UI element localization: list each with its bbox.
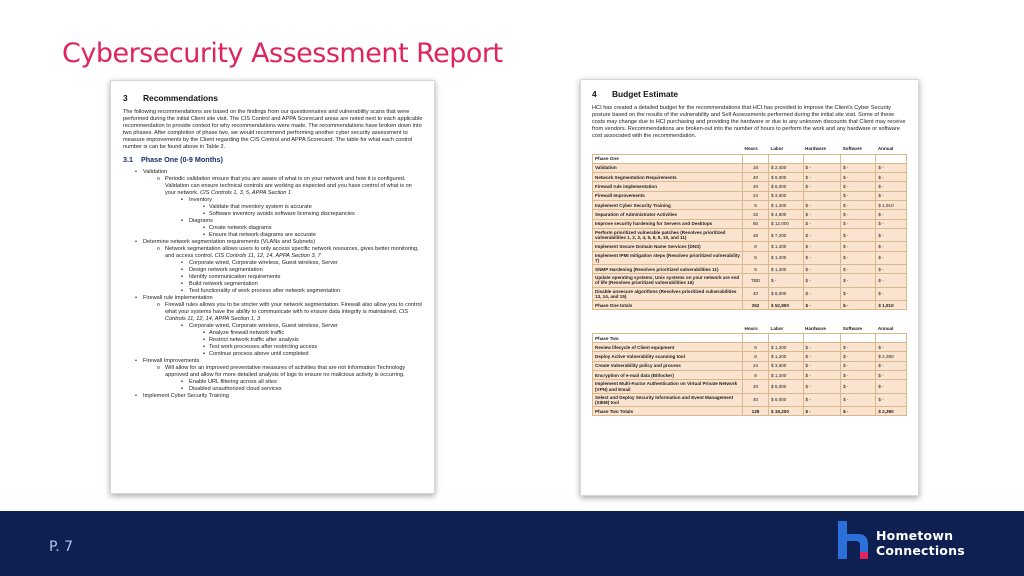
value-cell: $ 6,000: [769, 380, 803, 393]
value-cell: $ -: [876, 361, 907, 370]
value-cell: 8: [743, 343, 769, 352]
bullet-icon: ▪: [181, 379, 183, 385]
header-blank: [593, 323, 743, 333]
recommendation-text: Analyze firewall network traffic: [209, 330, 285, 336]
recommendation-item: [123, 197, 424, 204]
value-cell: $ -: [803, 173, 841, 182]
item-cell: Validation: [593, 163, 743, 172]
recommendation-item: [123, 365, 424, 379]
recommendation-item: [123, 393, 424, 400]
recommendation-item: [123, 330, 424, 337]
bullet-icon: o: [157, 246, 160, 252]
bullet-icon: •: [135, 295, 137, 301]
header-blank: [593, 144, 743, 154]
empty-cell: [841, 154, 876, 163]
value-cell: $ -: [841, 228, 876, 241]
item-cell: Improve security hardening for Servers and Desktops: [593, 219, 743, 228]
recommendation-text: Will allow for an improved preventative measures of activities that are not Information Technology approved and allow for more detailed analysis of logs to ensure no malicious activity is occurring.: [165, 365, 406, 378]
bullet-icon: o: [157, 302, 160, 308]
recommendation-item: [123, 211, 424, 218]
table-row: [593, 287, 907, 300]
recommendation-item: [123, 379, 424, 386]
phase-label-row: [593, 333, 907, 342]
value-cell: $ -: [803, 242, 841, 251]
empty-cell: [841, 333, 876, 342]
value-cell: $ 1,200: [769, 371, 803, 380]
value-cell: $ -: [876, 228, 907, 241]
value-cell: $ -: [803, 264, 841, 273]
value-cell: $ -: [803, 393, 841, 406]
recommendation-text: Firewall Improvements: [143, 358, 200, 364]
column-header: Annual: [876, 144, 907, 154]
recommendation-text: Firewall rules allows you to be stricter with your network segmentation. Firewall also allow you to control what your systems have the ability to communicate with to ensure data integrity is maintained.: [165, 302, 422, 315]
value-cell: $ -: [876, 393, 907, 406]
value-cell: [803, 191, 841, 200]
item-cell: Encryption of e-mail data (Bitlocker): [593, 371, 743, 380]
value-cell: 40: [743, 287, 769, 300]
value-cell: $ -: [841, 380, 876, 393]
value-cell: $ 1,200: [769, 251, 803, 264]
bullet-icon: ▪: [203, 337, 205, 343]
value-cell: $ -: [841, 352, 876, 361]
value-cell: $ -: [803, 361, 841, 370]
recommendation-text: Test work processes after restricting access: [209, 344, 318, 350]
item-cell: Phase One totals: [593, 301, 743, 310]
empty-cell: [876, 154, 907, 163]
item-cell: Network Segmentation Requirements: [593, 173, 743, 182]
value-cell: $ -: [841, 210, 876, 219]
item-cell: Implement Multi-Factor Authentication on Virtual Private Network (VPN) and Email: [593, 380, 743, 393]
value-cell: $ -: [876, 251, 907, 264]
value-cell: $ -: [803, 251, 841, 264]
intro-paragraph: The following recommendations are based on the findings from our questionnaires and vulnerability scans that were performed during the initial Client site visit. The CIS Control and APPA Scorecard areas are noted next to each applicable recommendation to provide context for why recommendations were made. The recommendations have broken down into two phases. After completion of phase two, we would recommend performing another cyber security assessment to measure improvements by the Client regarding the CIS Control and APPA Scorecard. The table for what each control number is can be found above in Table 2.: [123, 109, 423, 150]
slide-title: Cybersecurity Assessment Report: [62, 38, 503, 69]
value-cell: $ -: [876, 264, 907, 273]
recommendation-text: Identify communication requirements: [189, 274, 281, 280]
table-row: [593, 343, 907, 352]
recommendation-item: [123, 239, 424, 246]
value-cell: $ 6,000: [769, 182, 803, 191]
recommendation-item: [123, 358, 424, 365]
column-header: Hours: [743, 144, 769, 154]
value-cell: $ 1,200: [769, 352, 803, 361]
value-cell: $ -: [841, 393, 876, 406]
value-cell: $ 6,000: [769, 287, 803, 300]
item-cell: Disable unsecure algorithms (Resolves prioritized vulnerabilities 13, 14, and 15): [593, 287, 743, 300]
table-row: [593, 361, 907, 370]
recommendation-text: Implement Cyber Security Training: [143, 393, 229, 399]
recommendation-text: Diagrams: [189, 218, 213, 224]
table-header-row: [593, 323, 907, 333]
value-cell: $ -: [841, 182, 876, 191]
value-cell: $ -: [876, 274, 907, 287]
item-cell: Phase Two Totals: [593, 407, 743, 416]
value-cell: $ 1,200: [769, 343, 803, 352]
item-cell: Implement Secure Domain Name Services (DNS): [593, 242, 743, 251]
recommendation-text: Disabled unauthorized cloud services: [189, 386, 282, 392]
recommendation-text: Build network segmentation: [189, 281, 258, 287]
value-cell: $ -: [803, 343, 841, 352]
recommendation-item: [123, 323, 424, 330]
item-cell: Implement IPMI mitigation steps (Resolves prioritized vulnerability 7): [593, 251, 743, 264]
recommendation-item: [123, 274, 424, 281]
bullet-icon: ▪: [181, 288, 183, 294]
column-header: Annual: [876, 323, 907, 333]
value-cell: 8: [743, 371, 769, 380]
subsection-number: 3.1: [123, 155, 133, 164]
column-header: Labor: [769, 144, 803, 154]
table-row: [593, 264, 907, 273]
bullet-icon: ▪: [203, 351, 205, 357]
value-cell: $ -: [876, 287, 907, 300]
value-cell: $ -: [803, 228, 841, 241]
value-cell: $ -: [876, 210, 907, 219]
section-heading: [592, 89, 907, 99]
value-cell: $ -: [803, 352, 841, 361]
value-cell: $ 3,600: [769, 361, 803, 370]
bullet-icon: ▪: [203, 204, 205, 210]
bullet-icon: ▪: [203, 344, 205, 350]
value-cell: $ -: [876, 371, 907, 380]
value-cell: $ -: [841, 163, 876, 172]
recommendation-item: [123, 232, 424, 239]
table-row: [593, 274, 907, 287]
table-row: [593, 200, 907, 209]
item-cell: Separation of Administrator Activities: [593, 210, 743, 219]
phase-label: Phase One: [593, 154, 743, 163]
bullet-icon: ▪: [181, 386, 183, 392]
value-cell: $ -: [803, 380, 841, 393]
column-header: Hours: [743, 323, 769, 333]
table-row: [593, 210, 907, 219]
value-cell: $ 12,000: [769, 219, 803, 228]
logo-line-1: Hometown: [876, 528, 954, 543]
bullet-icon: •: [135, 358, 137, 364]
table-row: [593, 352, 907, 361]
value-cell: $ -: [803, 210, 841, 219]
empty-cell: [769, 154, 803, 163]
value-cell: $ -: [841, 301, 876, 310]
value-cell: $ 1,910: [876, 200, 907, 209]
recommendation-text: Restrict network traffic after analysis: [209, 337, 299, 343]
recommendation-text: Validation: [143, 169, 168, 175]
value-cell: $ -: [841, 264, 876, 273]
value-cell: $ -: [803, 219, 841, 228]
value-cell: $ 1,200: [769, 200, 803, 209]
value-cell: 352: [743, 301, 769, 310]
table-row: [593, 219, 907, 228]
item-cell: Perform prioritized vulnerable patches (Resolves prioritized vulnerabilities 1, 2, 3, 4, 5, 6, 9, 10, and 11): [593, 228, 743, 241]
table-row: [593, 191, 907, 200]
value-cell: 80: [743, 219, 769, 228]
recommendation-text: Determine network segmentation requirements (VLANs and Subnets): [143, 239, 315, 245]
table-row: [593, 242, 907, 251]
value-cell: $ -: [841, 371, 876, 380]
recommendation-item: [123, 204, 424, 211]
value-cell: 24: [743, 361, 769, 370]
column-header: Hardware: [803, 323, 841, 333]
value-cell: 40: [743, 173, 769, 182]
recommendation-item: [123, 386, 424, 393]
bullet-icon: ▪: [181, 267, 183, 273]
item-cell: Firewall Improvements: [593, 191, 743, 200]
total-row: [593, 301, 907, 310]
section-title: Recommendations: [143, 93, 218, 103]
bullet-icon: ▪: [181, 218, 183, 224]
value-cell: 8: [743, 200, 769, 209]
bullet-icon: ▪: [203, 225, 205, 231]
recommendation-text: Software inventory avoids software licensing discrepancies: [209, 211, 355, 217]
control-reference: CIS Controls 11, 12, 14, APPA Section 3, 7: [214, 253, 321, 259]
value-cell: $ -: [803, 163, 841, 172]
section-title: Budget Estimate: [612, 89, 679, 99]
value-cell: $ 7,200: [769, 228, 803, 241]
item-cell: Select and Deploy Security Information and Event Management (SIEM) tool: [593, 393, 743, 406]
recommendation-text: Create network diagrams: [209, 225, 272, 231]
recommendations-page: [110, 80, 435, 494]
recommendation-text: Inventory: [189, 197, 213, 203]
recommendation-text: Validate that inventory system is accurate: [209, 204, 312, 210]
value-cell: $ 1,200: [769, 242, 803, 251]
table-header-row: [593, 144, 907, 154]
budget-table-phase-two: [592, 323, 907, 416]
recommendation-item: [123, 218, 424, 225]
item-cell: Review lifecycle of Client equipment: [593, 343, 743, 352]
control-reference: CIS Controls 11, 12, 14, APPA Section 1, 3: [165, 309, 409, 322]
recommendation-text: Ensure that network diagrams are accurate: [209, 232, 316, 238]
value-cell: $ -: [803, 407, 841, 416]
value-cell: 16: [743, 163, 769, 172]
recommendation-item: [123, 176, 424, 197]
value-cell: 40: [743, 182, 769, 191]
value-cell: $ -: [769, 274, 803, 287]
recommendation-item: [123, 267, 424, 274]
column-header: Labor: [769, 323, 803, 333]
recommendation-text: Enable URL filtering across all sites: [189, 379, 277, 385]
bullet-icon: •: [135, 169, 137, 175]
recommendation-item: [123, 225, 424, 232]
value-cell: $ -: [803, 182, 841, 191]
value-cell: $ -: [841, 242, 876, 251]
recommendation-item: [123, 288, 424, 295]
phase-label-row: [593, 154, 907, 163]
value-cell: $ -: [803, 301, 841, 310]
recommendation-text: Test functionality of work process after network segmentation: [189, 288, 341, 294]
control-reference: CIS Controls 1, 3, 5, APPA Section 1: [200, 190, 292, 196]
value-cell: $ 2,390: [876, 407, 907, 416]
value-cell: $ -: [841, 200, 876, 209]
section-number: 4: [592, 89, 597, 99]
table-row: [593, 182, 907, 191]
value-cell: 32: [743, 210, 769, 219]
value-cell: 24: [743, 191, 769, 200]
value-cell: 8: [743, 352, 769, 361]
value-cell: $ -: [841, 287, 876, 300]
empty-cell: [803, 154, 841, 163]
value-cell: $ -: [803, 371, 841, 380]
value-cell: 40: [743, 380, 769, 393]
recommendation-text: Firewall rule implementation: [143, 295, 213, 301]
value-cell: $ -: [876, 182, 907, 191]
table-row: [593, 228, 907, 241]
value-cell: $ -: [876, 173, 907, 182]
recommendation-text: Design network segmentation: [189, 267, 263, 273]
value-cell: TBD: [743, 274, 769, 287]
bullet-icon: ▪: [203, 232, 205, 238]
total-row: [593, 407, 907, 416]
value-cell: $ -: [841, 361, 876, 370]
value-cell: $ 3,600: [769, 191, 803, 200]
logo-line-2: Connections: [876, 543, 965, 558]
value-cell: $ -: [876, 219, 907, 228]
value-cell: $ -: [841, 219, 876, 228]
value-cell: $ -: [841, 407, 876, 416]
subsection-title: Phase One (0-9 Months): [141, 155, 223, 164]
recommendation-text: Periodic validation ensure that you are aware of what is on your network and how it is configured. Validation can ensure technical controls are working as expected and you have control of what is on your network.: [165, 176, 412, 196]
empty-cell: [803, 333, 841, 342]
bullet-icon: ▪: [181, 260, 183, 266]
recommendation-item: [123, 246, 424, 260]
recommendation-text: Corporate wired, Corporate wireless, Guest wireless, Server: [189, 260, 338, 266]
budget-table-phase-one: [592, 144, 907, 310]
value-cell: $ 1,910: [876, 301, 907, 310]
recommendation-item: [123, 337, 424, 344]
subsection-heading: [123, 155, 424, 164]
budget-page: [580, 79, 919, 496]
item-cell: Deploy Active Vulnerability scanning tool: [593, 352, 743, 361]
value-cell: 8: [743, 251, 769, 264]
table-row: [593, 393, 907, 406]
bullet-icon: ▪: [181, 323, 183, 329]
table-row: [593, 173, 907, 182]
value-cell: 128: [743, 407, 769, 416]
recommendation-item: [123, 344, 424, 351]
value-cell: $ -: [876, 191, 907, 200]
item-cell: Implement Cyber Security Training: [593, 200, 743, 209]
value-cell: $ -: [841, 274, 876, 287]
value-cell: $ -: [841, 251, 876, 264]
value-cell: 48: [743, 228, 769, 241]
phase-label: Phase Two: [593, 333, 743, 342]
table-row: [593, 371, 907, 380]
intro-paragraph: HCI has created a detailed budget for the recommendations that HCI has provided to improve the Client's Cyber Security posture based on the results of the vulnerability and Self Assessments performed during the initial site visit. Some of these costs may change due to HCI purchasing and providing the hardware or due to any unknown discounts that Client may receive from vendors. Recommendations are broken-out into the number of hours to perform the work and any hardware or software cost associated with the recommendation.: [592, 105, 906, 139]
recommendation-item: [123, 302, 424, 323]
item-cell: SNMP Hardening (Resolves prioritized vulnerabilities 11): [593, 264, 743, 273]
recommendation-item: [123, 295, 424, 302]
value-cell: $ -: [841, 173, 876, 182]
bullet-icon: ▪: [203, 211, 205, 217]
item-cell: Firewall rule implementation: [593, 182, 743, 191]
value-cell: $ 2,390: [876, 352, 907, 361]
value-cell: $ -: [876, 343, 907, 352]
table-row: [593, 251, 907, 264]
recommendation-text: Corporate wired, Corporate wireless, Guest wireless, Server: [189, 323, 338, 329]
recommendation-item: [123, 351, 424, 358]
bullet-icon: o: [157, 365, 160, 371]
recommendation-item: [123, 260, 424, 267]
table-row: [593, 380, 907, 393]
value-cell: $ 52,800: [769, 301, 803, 310]
empty-cell: [876, 333, 907, 342]
value-cell: $ -: [876, 163, 907, 172]
item-cell: Create Vulnerability policy and process: [593, 361, 743, 370]
value-cell: $ -: [876, 242, 907, 251]
recommendation-item: [123, 281, 424, 288]
value-cell: $ 1,200: [769, 264, 803, 273]
value-cell: 8: [743, 242, 769, 251]
table-row: [593, 163, 907, 172]
value-cell: $ 6,000: [769, 173, 803, 182]
column-header: Software: [841, 323, 876, 333]
section-number: 3: [123, 93, 128, 103]
value-cell: $ -: [841, 343, 876, 352]
value-cell: $ 2,400: [769, 163, 803, 172]
value-cell: 8: [743, 264, 769, 273]
column-header: Software: [841, 144, 876, 154]
column-header: Hardware: [803, 144, 841, 154]
value-cell: $ -: [803, 200, 841, 209]
bullet-icon: •: [135, 239, 137, 245]
recommendation-text: Continue process above until completed: [209, 351, 309, 357]
recommendation-text: Network segmentation allows users to only access specific network resources, gives better monitoring, and access control.: [165, 246, 419, 259]
bullet-icon: ▪: [181, 197, 183, 203]
value-cell: $ -: [841, 191, 876, 200]
bullet-icon: ▪: [181, 281, 183, 287]
empty-cell: [769, 333, 803, 342]
page-number: P. 7: [49, 539, 74, 555]
bullet-icon: o: [157, 176, 160, 182]
recommendation-item: [123, 169, 424, 176]
value-cell: $ 19,200: [769, 407, 803, 416]
bullet-icon: •: [135, 393, 137, 399]
bullet-icon: ▪: [203, 330, 205, 336]
empty-cell: [743, 333, 769, 342]
value-cell: $ -: [876, 380, 907, 393]
item-cell: Update operating systems, Unix systems on your network are end of life (Resolves prioritized vulnerabilities 16): [593, 274, 743, 287]
value-cell: 40: [743, 393, 769, 406]
empty-cell: [743, 154, 769, 163]
logo-text: [876, 528, 965, 558]
recommendation-list: [123, 169, 424, 400]
value-cell: $ 4,800: [769, 210, 803, 219]
value-cell: $ 6,000: [769, 393, 803, 406]
section-heading: [123, 93, 424, 103]
bullet-icon: ▪: [181, 274, 183, 280]
value-cell: $ -: [803, 274, 841, 287]
value-cell: $ -: [803, 287, 841, 300]
